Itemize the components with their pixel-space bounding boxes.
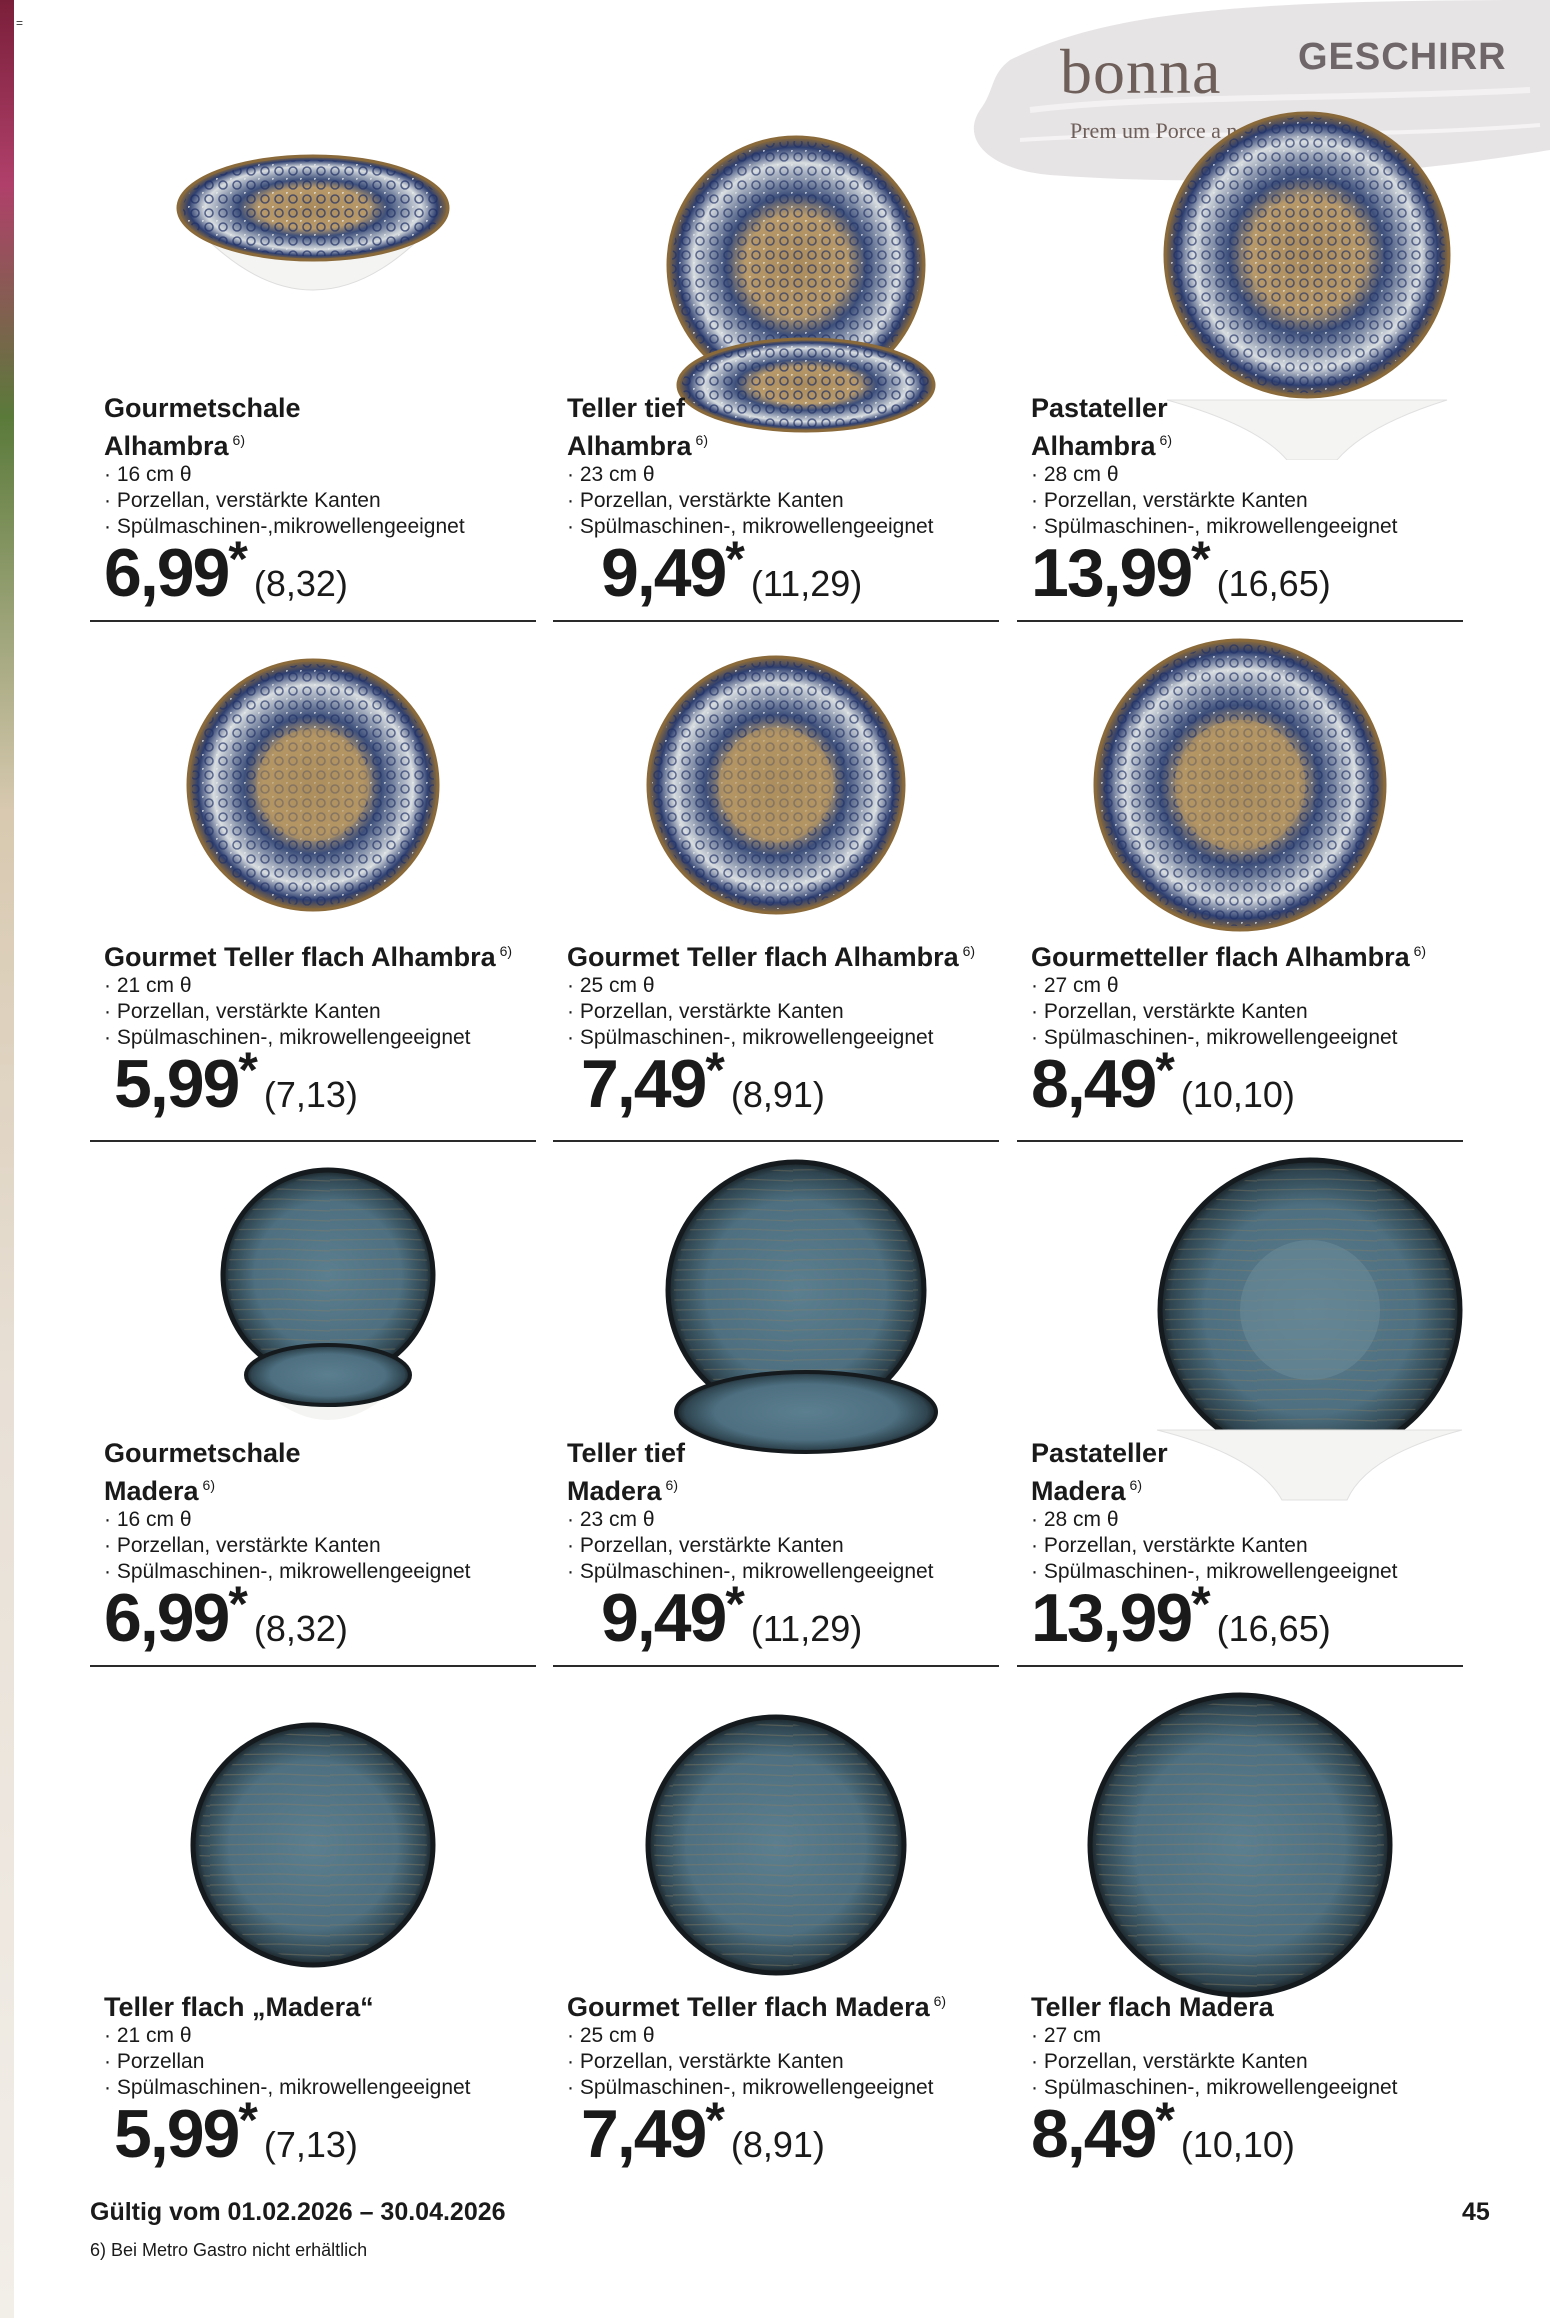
- product-name-line1: Gourmetteller flach Alhambra: [1031, 942, 1410, 972]
- net-price: (8,91): [730, 1074, 825, 1115]
- product-spec: · Porzellan, verstärkte Kanten: [567, 2049, 946, 2075]
- product-spec: · Spülmaschinen-, mikrowellengeeignet: [1031, 1025, 1426, 1051]
- section-title: GESCHIRR: [1298, 36, 1507, 78]
- brand-tagline: Prem um Porce a n: [1070, 118, 1238, 143]
- product-name: [1031, 392, 1398, 424]
- product-name-line1: Gourmetschale: [104, 1438, 301, 1468]
- product-image-wrap: [553, 600, 999, 980]
- product-text: [1031, 1437, 1398, 1585]
- product-name-line1: Teller flach Madera: [1031, 1992, 1274, 2022]
- price: 9,49: [601, 1580, 726, 1656]
- product-card: [1017, 600, 1463, 1122]
- price-asterisk: *: [705, 2092, 725, 2148]
- product-spec: · Porzellan: [104, 2049, 471, 2075]
- product-name: [104, 1437, 471, 1469]
- product-spec: · Porzellan, verstärkte Kanten: [567, 1533, 934, 1559]
- price-asterisk: *: [1191, 531, 1211, 587]
- footnote: 6) Bei Metro Gastro nicht erhältlich: [90, 2240, 368, 2260]
- price: 7,49: [581, 2096, 706, 2172]
- product-name: [1031, 935, 1426, 973]
- net-price: (11,29): [750, 563, 863, 604]
- product-spec: · Spülmaschinen-,mikrowellengeeignet: [104, 514, 465, 540]
- price: 8,49: [1031, 2096, 1156, 2172]
- price: 13,99: [1031, 535, 1192, 611]
- price-line: [1031, 1575, 1331, 1657]
- product-name: [567, 392, 934, 424]
- product-spec: · Spülmaschinen-, mikrowellengeeignet: [1031, 2075, 1398, 2101]
- price: 13,99: [1031, 1580, 1192, 1656]
- product-name: [567, 1437, 934, 1469]
- product-name-line2: Madera: [567, 1476, 662, 1506]
- footnote-ref: 6): [962, 943, 976, 959]
- product-spec: · 21 cm θ: [104, 973, 512, 999]
- product-card: [553, 1125, 999, 1656]
- footnote-ref: 6): [499, 943, 513, 959]
- price: 9,49: [601, 535, 726, 611]
- product-spec: · Porzellan, verstärkte Kanten: [1031, 1533, 1398, 1559]
- price: 6,99: [104, 535, 229, 611]
- price: 5,99: [114, 2096, 239, 2172]
- net-price: (7,13): [263, 1074, 358, 1115]
- product-spec: · 16 cm θ: [104, 1507, 471, 1533]
- price-asterisk: *: [705, 1042, 725, 1098]
- product-image: [1017, 600, 1463, 980]
- product-text: [567, 1437, 934, 1585]
- price-line: [601, 1575, 862, 1657]
- product-card: [1017, 1125, 1463, 1656]
- product-spec: · Spülmaschinen-, mikrowellengeeignet: [104, 2075, 471, 2101]
- price-asterisk: *: [228, 1576, 248, 1632]
- product-text: [1031, 935, 1426, 1051]
- net-price: (10,10): [1180, 1074, 1295, 1115]
- product-image: [553, 1650, 999, 2030]
- product-name-line2: Madera: [104, 1476, 199, 1506]
- product-spec: · Porzellan, verstärkte Kanten: [1031, 999, 1426, 1025]
- price: 7,49: [581, 1046, 706, 1122]
- product-spec: · 25 cm θ: [567, 973, 975, 999]
- product-name-line1: Teller tief: [567, 1438, 686, 1468]
- product-spec: · Porzellan, verstärkte Kanten: [104, 1533, 471, 1559]
- product-spec: · Spülmaschinen-, mikrowellengeeignet: [104, 1559, 471, 1585]
- price: 5,99: [114, 1046, 239, 1122]
- product-text: [1031, 392, 1398, 540]
- product-spec: · Porzellan, verstärkte Kanten: [104, 488, 465, 514]
- price-asterisk: *: [238, 1042, 258, 1098]
- left-edge-photo-strip: [0, 0, 14, 2318]
- product-spec: · 27 cm: [1031, 2023, 1398, 2049]
- brand-name: bonna: [1060, 36, 1222, 107]
- product-card: [1017, 80, 1463, 611]
- product-spec: · Spülmaschinen-, mikrowellengeeignet: [567, 2075, 946, 2101]
- product-name-line1: Pastateller: [1031, 393, 1168, 423]
- price-asterisk: *: [725, 1576, 745, 1632]
- price-asterisk: *: [1155, 1042, 1175, 1098]
- product-spec: · 25 cm θ: [567, 2023, 946, 2049]
- product-text: [567, 1985, 946, 2101]
- footnote-ref: 6): [665, 1477, 678, 1493]
- product-name: [104, 392, 465, 424]
- price-line: [114, 2091, 358, 2173]
- validity-text: Gültig vom 01.02.2026 – 30.04.2026: [90, 2198, 506, 2226]
- price-line: [1031, 2091, 1295, 2173]
- price: 8,49: [1031, 1046, 1156, 1122]
- product-name-line2: Alhambra: [1031, 431, 1156, 461]
- product-text: [567, 392, 934, 540]
- price-asterisk: *: [228, 531, 248, 587]
- footnote-ref: 6): [695, 432, 708, 448]
- product-card: [90, 80, 536, 611]
- product-spec: · Spülmaschinen-, mikrowellengeeignet: [567, 514, 934, 540]
- product-text: [104, 392, 465, 540]
- product-spec: · Spülmaschinen-, mikrowellengeeignet: [104, 1025, 512, 1051]
- product-name-line2-row: [1031, 424, 1398, 462]
- product-name-line2-row: [567, 424, 934, 462]
- product-name-line2-row: [567, 1469, 934, 1507]
- product-spec: · Spülmaschinen-, mikrowellengeeignet: [1031, 514, 1398, 540]
- product-spec: · 23 cm θ: [567, 1507, 934, 1533]
- product-spec: · Porzellan, verstärkte Kanten: [1031, 488, 1398, 514]
- product-image: [1017, 1650, 1463, 2030]
- product-spec: · Spülmaschinen-, mikrowellengeeignet: [1031, 1559, 1398, 1585]
- product-spec: · Porzellan, verstärkte Kanten: [104, 999, 512, 1025]
- product-name-line2: Alhambra: [104, 431, 229, 461]
- price-asterisk: *: [1191, 1576, 1211, 1632]
- footnote-ref: 6): [232, 432, 245, 448]
- product-spec: · Spülmaschinen-, mikrowellengeeignet: [567, 1559, 934, 1585]
- product-card: [1017, 1650, 1463, 2172]
- product-card: [553, 80, 999, 611]
- net-price: (8,32): [253, 563, 348, 604]
- product-spec: · 28 cm θ: [1031, 462, 1398, 488]
- net-price: (16,65): [1216, 563, 1331, 604]
- product-spec: · Porzellan, verstärkte Kanten: [567, 488, 934, 514]
- footnote-ref: 6): [1129, 1477, 1142, 1493]
- product-spec: · Porzellan, verstärkte Kanten: [567, 999, 975, 1025]
- product-spec: · 21 cm θ: [104, 2023, 471, 2049]
- product-text: [567, 935, 975, 1051]
- footnote-ref: 6): [933, 1993, 947, 2009]
- net-price: (7,13): [263, 2124, 358, 2165]
- price-line: [1031, 1041, 1295, 1123]
- footnote-ref: 6): [1159, 432, 1172, 448]
- product-name: [104, 1985, 471, 2023]
- net-price: (16,65): [1216, 1608, 1331, 1649]
- product-name-line1: Teller flach „Madera“: [104, 1992, 374, 2022]
- product-name-line2: Madera: [1031, 1476, 1126, 1506]
- price-line: [581, 1041, 825, 1123]
- product-text: [104, 1985, 471, 2101]
- product-spec: · 16 cm θ: [104, 462, 465, 488]
- product-spec: · Porzellan, verstärkte Kanten: [1031, 2049, 1398, 2075]
- net-price: (8,91): [730, 2124, 825, 2165]
- product-spec: · 28 cm θ: [1031, 1507, 1398, 1533]
- product-name-line1: Gourmetschale: [104, 393, 301, 423]
- price-asterisk: *: [725, 531, 745, 587]
- net-price: (11,29): [750, 1608, 863, 1649]
- product-text: [1031, 1985, 1398, 2101]
- product-card: [90, 1650, 536, 2172]
- product-image-wrap: [90, 1650, 536, 2030]
- net-price: (10,10): [1180, 2124, 1295, 2165]
- price-line: [581, 2091, 825, 2173]
- price-asterisk: *: [1155, 2092, 1175, 2148]
- product-text: [104, 935, 512, 1051]
- net-price: (8,32): [253, 1608, 348, 1649]
- product-text: [104, 1437, 471, 1585]
- product-name-line2-row: [1031, 1469, 1398, 1507]
- footnote-ref: 6): [1413, 943, 1427, 959]
- product-name: [1031, 1437, 1398, 1469]
- product-image-wrap: [1017, 600, 1463, 980]
- product-card: [553, 1650, 999, 2172]
- page-number: 45: [1462, 2198, 1490, 2226]
- product-image: [90, 1650, 536, 2030]
- product-name-line1: Teller tief: [567, 393, 686, 423]
- product-name: [1031, 1985, 1398, 2023]
- product-name-line1: Gourmet Teller flach Alhambra: [104, 942, 496, 972]
- product-image-wrap: [1017, 1650, 1463, 2030]
- price-line: [104, 1575, 348, 1657]
- product-image-wrap: [553, 1650, 999, 2030]
- product-name-line1: Gourmet Teller flach Madera: [567, 1992, 930, 2022]
- product-name-line2: Alhambra: [567, 431, 692, 461]
- product-name-line2-row: [104, 1469, 471, 1507]
- product-spec: · Spülmaschinen-, mikrowellengeeignet: [567, 1025, 975, 1051]
- product-card: [553, 600, 999, 1122]
- price-line: [114, 1041, 358, 1123]
- product-card: [90, 600, 536, 1122]
- price-asterisk: *: [238, 2092, 258, 2148]
- product-image: [90, 600, 536, 980]
- product-card: [90, 1125, 536, 1656]
- product-name-line1: Pastateller: [1031, 1438, 1168, 1468]
- product-name-line2-row: [104, 424, 465, 462]
- product-name: [567, 935, 975, 973]
- product-name-line1: Gourmet Teller flach Alhambra: [567, 942, 959, 972]
- product-spec: · 23 cm θ: [567, 462, 934, 488]
- footnote-ref: 6): [202, 1477, 215, 1493]
- product-name: [104, 935, 512, 973]
- product-image: [553, 600, 999, 980]
- product-name: [567, 1985, 946, 2023]
- price: 6,99: [104, 1580, 229, 1656]
- product-image-wrap: [90, 600, 536, 980]
- product-spec: · 27 cm θ: [1031, 973, 1426, 999]
- edge-mark: =: [16, 16, 24, 30]
